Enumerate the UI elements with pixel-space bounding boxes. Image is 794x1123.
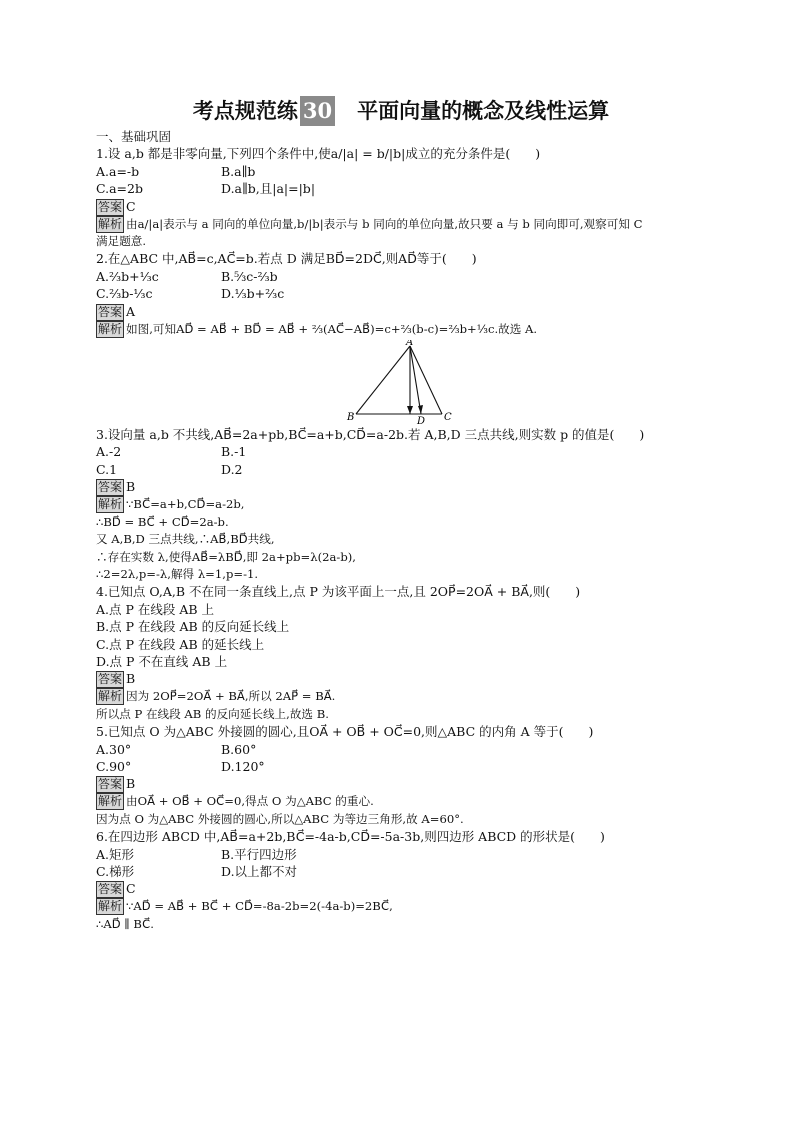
option-b: B.点 P 在线段 AB 的反向延长线上 [96,619,290,635]
option-c: C.a=2b [96,181,143,197]
option-b: B.平行四边形 [221,846,297,862]
answer-line [96,478,706,496]
point-b-label: B [347,412,355,424]
option-d: D.点 P 不在直线 AB 上 [96,653,228,669]
option-c: C.1 [96,461,118,477]
option-d: D.120° [221,758,265,774]
answer-line [96,880,706,898]
question-stem: 6.在四边形 ABCD 中,AB⃗=a+2b,BC⃗=-4a-b,CD⃗=-5a-3b,则四边形 ABCD 的形状是( ) [96,829,605,845]
option-a: A.⅔b+⅓c [96,268,159,284]
answer-line [96,303,706,321]
option-b: B.a∥b [221,163,256,179]
analysis-block [96,321,706,338]
analysis-block [96,898,706,933]
answer-tag: 答案 [98,480,123,495]
option-c: C.梯形 [96,864,135,879]
question-stem: 5.已知点 O 为△ABC 外接圆的圆心,且OA⃗ + OB⃗ + OC⃗=0,则△ABC 的内角 A 等于( ) [96,724,594,740]
options-row [96,461,706,478]
question-stem: 2.在△ABC 中,AB⃗=c,AC⃗=b.若点 D 满足BD⃗=2DC⃗,则AD⃗等于( ) [96,251,477,267]
analysis-line: 因为 2OP⃗=2OA⃗ + BA⃗,所以 2AP⃗ = BA⃗. [126,689,336,704]
question-4 [96,583,706,723]
triangle-diagram [344,340,464,424]
document-page [96,96,706,933]
analysis-tag: 解析 [98,689,123,704]
answer-value: B [126,776,136,792]
option-b: B.60° [221,741,257,757]
analysis-line: ∴2=2λ,p=-λ,解得 λ=1,p=-1. [96,566,259,581]
question-6 [96,828,706,933]
analysis-line: ∵AD⃗ = AB⃗ + BC⃗ + CD⃗=-8a-2b=2(-4a-b)=2BC⃗, [126,899,393,914]
answer-tag: 答案 [98,777,123,792]
answer-value: B [126,479,136,495]
triangle-figure [344,340,706,424]
page-title [96,96,706,126]
analysis-block [96,216,706,251]
option-d: D.⅓b+⅔c [221,286,285,302]
analysis-line: ∴存在实数 λ,使得AB⃗=λBD⃗,即 2a+pb=λ(2a-b), [96,549,356,564]
options-row [96,863,706,880]
option-a: A.-2 [96,444,122,460]
analysis-line: 由a/|a|表示与 a 同向的单位向量,b/|b|表示与 b 同向的单位向量,故只要 a 与 b 同向即可,观察可知 C [126,216,643,231]
options-row [96,758,706,775]
question-1 [96,145,706,250]
option-b: B.-1 [221,444,247,460]
options-row [96,741,706,758]
answer-value: B [126,671,136,687]
analysis-line: ∵BC⃗=a+b,CD⃗=a-2b, [126,497,245,512]
analysis-line: ∴AD⃗ ∥ BC⃗. [96,916,154,931]
title-prefix: 考点规范练 [192,99,298,123]
options-row [96,163,706,180]
analysis-tag: 解析 [98,497,123,512]
analysis-block [96,688,706,723]
point-a-label: A [406,340,414,349]
question-3 [96,426,706,583]
point-c-label: C [444,412,452,424]
answer-line [96,670,706,688]
options-row [96,846,706,863]
analysis-tag: 解析 [98,216,123,231]
answer-tag: 答案 [98,882,123,897]
option-d: D.以上都不对 [221,864,298,879]
answer-tag: 答案 [98,304,123,319]
option-d: D.2 [221,461,243,477]
question-5 [96,723,706,828]
answer-value: A [126,303,136,319]
section-heading: 一、基础巩固 [96,129,172,144]
question-2 [96,250,706,424]
option-a: A.a=-b [96,163,140,179]
title-name: 平面向量的概念及线性运算 [357,99,610,123]
title-number: 30 [300,96,335,126]
options-row [96,285,706,302]
analysis-line: ∴BD⃗ = BC⃗ + CD⃗=2a-b. [96,514,229,529]
analysis-block [96,793,706,828]
analysis-line: 满足题意. [96,234,147,249]
analysis-tag: 解析 [98,321,123,336]
answer-tag: 答案 [98,199,123,214]
option-c: C.点 P 在线段 AB 的延长线上 [96,636,265,652]
option-c: C.⅔b-⅓c [96,286,153,302]
answer-line [96,198,706,216]
option-d: D.a∥b,且|a|=|b| [221,181,316,197]
analysis-line: 如图,可知AD⃗ = AB⃗ + BD⃗ = AB⃗ + ⅔(AC⃗−AB⃗)=c+⅔(b-c)=⅔b+⅓c.故选 A. [126,321,538,336]
option-b: B.⁵⁄₃c-⅔b [221,268,278,284]
option-a: A.矩形 [96,846,135,862]
options-row [96,268,706,285]
answer-value: C [126,198,136,214]
answer-value: C [126,881,136,897]
options-row [96,180,706,197]
answer-line [96,775,706,793]
options-row [96,443,706,460]
analysis-tag: 解析 [98,899,123,914]
answer-tag: 答案 [98,672,123,687]
analysis-line: 由OA⃗ + OB⃗ + OC⃗=0,得点 O 为△ABC 的重心. [126,794,374,809]
analysis-block [96,496,706,583]
point-d-label: D [417,416,426,425]
option-a: A.30° [96,741,132,757]
option-c: C.90° [96,758,132,774]
analysis-line: 所以点 P 在线段 AB 的反向延长线上,故选 B. [96,706,329,721]
analysis-line: 因为点 O 为△ABC 外接圆的圆心,所以△ABC 为等边三角形,故 A=60°. [96,811,464,826]
question-stem: 3.设向量 a,b 不共线,AB⃗=2a+pb,BC⃗=a+b,CD⃗=a-2b.若 A,B,D 三点共线,则实数 p 的值是( ) [96,427,645,443]
analysis-line: 又 A,B,D 三点共线,∴AB⃗,BD⃗共线, [96,532,275,547]
question-stem: 4.已知点 O,A,B 不在同一条直线上,点 P 为该平面上一点,且 2OP⃗=2OA⃗ + BA⃗,则( ) [96,584,581,600]
analysis-tag: 解析 [98,794,123,809]
option-a: A.点 P 在线段 AB 上 [96,601,215,617]
question-stem: 1.设 a,b 都是非零向量,下列四个条件中,使a/|a| = b/|b|成立的充分条件是( ) [96,146,541,162]
